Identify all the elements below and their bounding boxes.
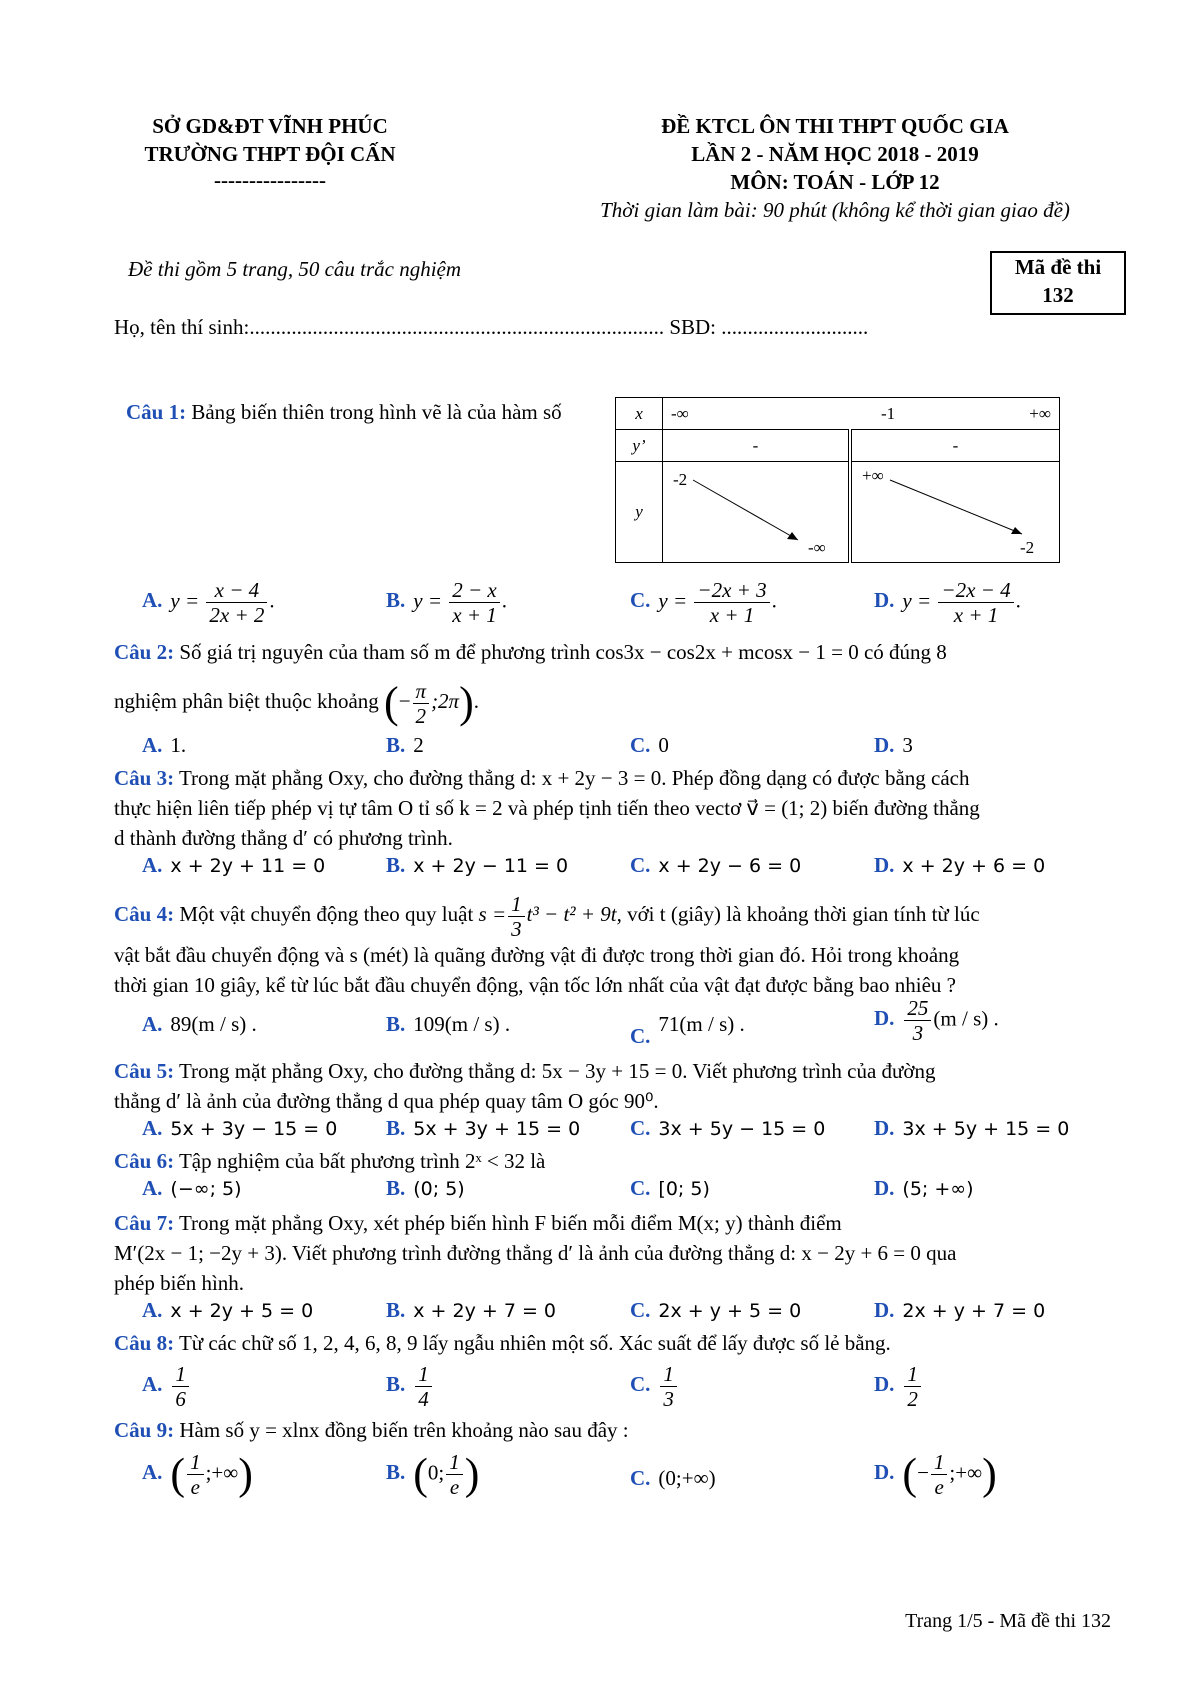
q6-option-b[interactable]	[386, 1176, 465, 1201]
question-3-line1: Trong mặt phẳng Oxy, cho đường thẳng d: x + 2y − 3 = 0. Phép đồng dạng có được bằng cách	[178, 766, 970, 790]
option-letter: C.	[630, 1466, 651, 1490]
open-paren: (	[902, 1449, 918, 1499]
question-5-line1: Trong mặt phẳng Oxy, cho đường thẳng d: 5x − 3y + 15 = 0. Viết phương trình của đường	[178, 1059, 936, 1083]
option-text: 3	[902, 733, 913, 757]
fraction-den: x + 1	[709, 603, 755, 627]
option-letter: C.	[630, 1176, 651, 1200]
option-letter: C.	[630, 853, 651, 877]
option-fraction	[694, 578, 769, 627]
fraction-num: 2 − x	[449, 578, 500, 603]
q5-option-b[interactable]	[386, 1116, 580, 1141]
fraction-den: 2	[415, 703, 427, 728]
option-fraction	[931, 1450, 948, 1499]
question-7-line2: M′(2x − 1; −2y + 3). Viết phương trình đường thẳng d′ là ảnh của đường thẳng d: x − 2y + 6 = 0 qua	[114, 1241, 957, 1265]
question-6	[114, 1146, 1106, 1176]
option-text: ;+∞	[949, 1460, 983, 1485]
option-letter: A.	[142, 1012, 163, 1036]
exam-code-label: Mã đề thi	[1014, 255, 1102, 279]
question-7-label: Câu 7:	[114, 1211, 175, 1235]
fraction-den: x + 1	[953, 603, 999, 627]
fraction-den: x + 1	[452, 603, 497, 627]
q3-option-d[interactable]	[874, 853, 1045, 878]
option-letter: A.	[142, 1116, 163, 1140]
option-letter: C.	[630, 1298, 651, 1322]
option-text: 3x + 5y − 15 = 0	[658, 1118, 826, 1140]
q8-option-c[interactable]	[630, 1362, 679, 1411]
fraction-num: 1	[187, 1450, 204, 1475]
question-8-label: Câu 8:	[114, 1331, 175, 1355]
option-text: 5x + 3y + 15 = 0	[413, 1118, 581, 1140]
option-lhs: y =	[658, 588, 688, 613]
question-7	[114, 1208, 1106, 1238]
option-lhs: y =	[902, 588, 932, 613]
option-text: 71(m / s) .	[658, 1012, 745, 1036]
fraction-den: 3	[511, 916, 522, 941]
option-text: x + 2y + 7 = 0	[413, 1300, 557, 1322]
q3-option-a[interactable]	[142, 853, 325, 878]
option-text: 109(m / s) .	[413, 1012, 511, 1036]
exam-info: Đề thi gồm 5 trang, 50 câu trắc nghiệm	[128, 257, 462, 281]
q6-option-a[interactable]	[142, 1176, 242, 1201]
q4-option-a[interactable]	[142, 1012, 257, 1037]
q4-option-d[interactable]	[874, 996, 999, 1045]
option-fraction	[446, 1450, 463, 1499]
option-letter: A.	[142, 1176, 163, 1200]
q9-option-c[interactable]	[630, 1466, 716, 1491]
option-text: 2x + y + 7 = 0	[902, 1300, 1046, 1322]
fraction-num: 1	[172, 1362, 189, 1387]
table-yprime-label: y’	[616, 430, 663, 462]
y-value-end-right: -2	[1020, 538, 1035, 558]
y-row-left	[663, 462, 851, 563]
option-lhs: y =	[170, 588, 200, 613]
exam-duration: Thời gian làm bài: 90 phút (không kể thời gian giao đề)	[600, 198, 1070, 222]
option-text: x + 2y − 11 = 0	[413, 855, 569, 877]
fraction-den: 6	[175, 1387, 186, 1411]
q6-option-c[interactable]	[630, 1176, 710, 1201]
fraction-num: 1	[660, 1362, 677, 1387]
option-text: (−∞; 5)	[170, 1178, 242, 1200]
interval-rest: ;2π	[431, 689, 460, 713]
option-letter: A.	[142, 1372, 163, 1397]
fraction-den: 2x + 2	[209, 603, 265, 627]
question-3-label: Câu 3:	[114, 766, 175, 790]
option-text: 0;	[427, 1460, 445, 1485]
q5-option-d[interactable]	[874, 1116, 1069, 1141]
q1-option-d[interactable]: D. y = $\frac{-2x - 4}{x + 1}$ .	[874, 578, 1021, 627]
option-letter: D.	[874, 1176, 895, 1200]
question-5-label: Câu 5:	[114, 1059, 175, 1083]
question-1-label: Câu 1:	[126, 400, 187, 424]
q4-option-c[interactable]	[630, 1012, 745, 1048]
option-text: ;+∞	[205, 1460, 239, 1485]
q7-option-a[interactable]	[142, 1298, 313, 1323]
option-letter: C.	[630, 1372, 651, 1397]
fraction-num: −2x − 4	[938, 578, 1013, 603]
table-x-row	[663, 398, 1060, 430]
option-text: (5; +∞)	[902, 1178, 974, 1200]
q2-option-a[interactable]	[142, 733, 186, 758]
question-4-line1a: Một vật chuyển động theo quy luật	[179, 902, 474, 926]
fraction-den: e	[190, 1475, 200, 1499]
question-4-label: Câu 4:	[114, 902, 175, 926]
option-letter: D.	[874, 1116, 895, 1140]
option-text: (m / s) .	[933, 1006, 999, 1031]
question-9-text: Hàm số y = xlnx đồng biến trên khoảng nào sau đây :	[179, 1418, 629, 1442]
motion-eq-lhs: s =	[478, 902, 507, 926]
open-paren: (	[384, 678, 399, 728]
question-4-line1b: với t (giây) là khoảng thời gian tính từ lúc	[627, 902, 980, 926]
q1-option-a[interactable]: A. y = $\frac{x - 4}{2x + 2}$ .	[142, 578, 275, 627]
q7-option-d[interactable]	[874, 1298, 1045, 1323]
table-y-label: y	[616, 462, 663, 563]
option-text: 89(m / s) .	[170, 1012, 257, 1036]
interval-fraction	[413, 679, 430, 728]
exam-round: LẦN 2 - NĂM HỌC 2018 - 2019	[691, 142, 979, 166]
option-text: (0;+∞)	[658, 1466, 716, 1490]
question-1	[126, 398, 566, 426]
q2-option-c[interactable]	[630, 733, 669, 758]
option-fraction	[904, 1362, 921, 1411]
fraction-num: 25	[904, 996, 931, 1021]
fraction-den: 3	[912, 1021, 924, 1045]
question-2-text2: nghiệm phân biệt thuộc khoảng	[114, 689, 379, 713]
option-text: x + 2y − 6 = 0	[658, 855, 802, 877]
x-value-pos-inf: +∞	[1029, 404, 1051, 423]
question-1-text: Bảng biến thiên trong hình vẽ là của hàm số	[191, 400, 562, 424]
question-2	[114, 637, 1106, 667]
option-text: 1.	[170, 733, 187, 757]
y-value-start-left: -2	[673, 470, 688, 490]
q9-option-d[interactable]	[874, 1450, 997, 1499]
yprime-sign-left: -	[663, 430, 851, 462]
question-4	[114, 890, 1106, 941]
option-text: (0; 5)	[413, 1178, 465, 1200]
option-letter: A.	[142, 1460, 163, 1485]
open-paren: (	[170, 1449, 186, 1499]
exam-title: ĐỀ KTCL ÔN THI THPT QUỐC GIA	[661, 114, 1009, 138]
close-paren: )	[464, 1449, 480, 1499]
fraction-num: 1	[415, 1362, 432, 1387]
close-paren: )	[459, 678, 474, 728]
q1-option-c[interactable]: C. y = $\frac{-2x + 3}{x + 1}$ .	[630, 578, 777, 627]
fraction-den: 3	[663, 1387, 674, 1411]
question-7-line1: Trong mặt phẳng Oxy, xét phép biến hình F biến mỗi điểm M(x; y) thành điểm	[178, 1211, 842, 1235]
option-letter: B.	[386, 853, 406, 877]
question-2-label: Câu 2:	[114, 640, 175, 664]
q1-option-b[interactable]: B. y = $\frac{2 - x}{x + 1}$ .	[386, 578, 508, 627]
exam-code-value: 132	[1042, 283, 1074, 307]
q8-option-a[interactable]	[142, 1362, 191, 1411]
option-letter: D.	[874, 1372, 895, 1397]
question-5	[114, 1056, 1106, 1086]
option-letter: D.	[874, 733, 895, 757]
fraction-den: 2	[907, 1387, 918, 1411]
y-value-start-right: +∞	[862, 466, 884, 486]
option-text: 0	[658, 733, 669, 757]
option-letter: B.	[386, 1372, 406, 1397]
option-letter: B.	[386, 1012, 406, 1036]
close-paren: )	[238, 1449, 253, 1499]
variation-table	[615, 397, 1060, 563]
option-letter: B.	[386, 1116, 406, 1140]
question-9-label: Câu 9:	[114, 1418, 175, 1442]
option-text: 3x + 5y + 15 = 0	[902, 1118, 1070, 1140]
motion-eq-fraction	[508, 892, 525, 941]
option-fraction	[449, 578, 500, 627]
option-letter: A.	[142, 1298, 163, 1322]
option-letter: C.	[630, 1116, 651, 1140]
question-4-line2: vật bắt đầu chuyển động và s (mét) là quãng đường vật đi được trong thời gian đó. Hỏi trong khoảng	[114, 943, 960, 967]
option-letter: B.	[386, 1176, 406, 1200]
option-text: 2x + y + 5 = 0	[658, 1300, 802, 1322]
option-text: 2	[413, 733, 424, 757]
option-letter: C.	[630, 588, 651, 613]
q2-option-d[interactable]	[874, 733, 913, 758]
open-paren: (	[413, 1449, 428, 1499]
x-value-minus-one: -1	[881, 404, 896, 423]
question-9	[114, 1415, 1106, 1445]
question-4-line3: thời gian 10 giây, kể từ lúc bắt đầu chuyển động, vận tốc lớn nhất của vật đạt được bằng bao nhiêu ?	[114, 973, 956, 997]
option-fraction	[938, 578, 1013, 627]
q4-option-b[interactable]	[386, 1012, 510, 1037]
question-7-line3: phép biến hình.	[114, 1271, 245, 1295]
question-6-text: Tập nghiệm của bất phương trình 2ˣ < 32 là	[178, 1149, 546, 1173]
table-x-label: x	[616, 398, 663, 430]
fraction-num: π	[413, 679, 430, 704]
fraction-num: x − 4	[206, 578, 267, 603]
option-text: x + 2y + 11 = 0	[170, 855, 326, 877]
q6-option-d[interactable]	[874, 1176, 974, 1201]
option-fraction	[415, 1362, 432, 1411]
q7-option-c[interactable]	[630, 1298, 801, 1323]
header-divider: ----------------	[214, 168, 326, 192]
question-2-text: Số giá trị nguyên của tham số m để phương trình cos3x − cos2x + mcosx − 1 = 0 có đúng 8	[179, 640, 947, 664]
q3-option-b[interactable]	[386, 853, 568, 878]
yprime-sign-right: -	[850, 430, 1060, 462]
fraction-num: 1	[508, 892, 525, 917]
minus-sign: −	[398, 689, 411, 713]
option-text: x + 2y + 5 = 0	[170, 1300, 314, 1322]
school-name: TRƯỜNG THPT ĐỘI CẤN	[144, 142, 396, 166]
fraction-num: −2x + 3	[694, 578, 769, 603]
q7-option-b[interactable]	[386, 1298, 556, 1323]
option-letter: D.	[874, 588, 895, 613]
option-letter: B.	[386, 733, 406, 757]
fraction-num: 1	[904, 1362, 921, 1387]
option-fraction	[206, 578, 267, 627]
y-row-right	[850, 462, 1060, 563]
option-letter: A.	[142, 588, 163, 613]
question-5-line2: thẳng d′ là ảnh của đường thẳng d qua phép quay tâm O góc 90⁰.	[114, 1089, 659, 1113]
question-6-label: Câu 6:	[114, 1149, 175, 1173]
option-fraction	[172, 1362, 189, 1411]
option-letter: C.	[630, 733, 651, 757]
q8-option-b[interactable]	[386, 1362, 434, 1411]
q5-option-a[interactable]	[142, 1116, 337, 1141]
exam-code-box	[990, 251, 1126, 315]
q9-option-b[interactable]	[386, 1450, 479, 1499]
question-2-line2: nghiệm phân biệt thuộc khoảng (− $\frac{\pi}{2}$ ;2π).	[114, 678, 479, 728]
option-fraction	[187, 1450, 204, 1499]
fraction-den: e	[449, 1475, 460, 1499]
option-text: −	[917, 1460, 929, 1485]
option-letter: D.	[874, 1460, 895, 1485]
q9-option-a[interactable]	[142, 1450, 253, 1499]
option-letter: A.	[142, 733, 163, 757]
q8-option-d[interactable]	[874, 1362, 923, 1411]
question-3-line2: thực hiện liên tiếp phép vị tự tâm O tỉ số k = 2 và phép tịnh tiến theo vectơ v⃗ = (1; 2) biến đường thẳng	[114, 796, 980, 820]
fraction-num: 1	[931, 1450, 948, 1475]
y-value-end-left: -∞	[808, 538, 826, 558]
q5-option-c[interactable]	[630, 1116, 825, 1141]
candidate-line: Họ, tên thí sinh:............................................................................... SBD: ............................	[114, 315, 869, 339]
option-letter: C.	[630, 1024, 651, 1048]
q2-option-b[interactable]	[386, 733, 424, 758]
exam-subject: MÔN: TOÁN - LỚP 12	[730, 170, 940, 194]
option-fraction	[904, 996, 931, 1045]
option-letter: D.	[874, 1298, 895, 1322]
option-letter: B.	[386, 588, 406, 613]
option-text: 5x + 3y − 15 = 0	[170, 1118, 338, 1140]
question-8	[114, 1328, 1106, 1358]
option-letter: B.	[386, 1298, 406, 1322]
page-footer: Trang 1/5 - Mã đề thi 132	[905, 1610, 1111, 1632]
fraction-den: 4	[418, 1387, 429, 1411]
option-lhs: y =	[413, 588, 443, 613]
question-3	[114, 763, 1106, 793]
q3-option-c[interactable]	[630, 853, 801, 878]
x-value-neg-inf: -∞	[671, 404, 689, 423]
option-letter: D.	[874, 853, 895, 877]
option-text: [0; 5)	[658, 1178, 710, 1200]
option-text: x + 2y + 6 = 0	[902, 855, 1046, 877]
question-3-line3: d thành đường thẳng d′ có phương trình.	[114, 826, 453, 850]
option-letter: A.	[142, 853, 163, 877]
motion-eq-rest: t³ − t² + 9t,	[526, 902, 622, 926]
option-letter: D.	[874, 1006, 895, 1031]
fraction-num: 1	[446, 1450, 463, 1475]
fraction-den: e	[934, 1475, 944, 1499]
school-department: SỞ GD&ĐT VĨNH PHÚC	[152, 114, 388, 138]
option-letter: B.	[386, 1460, 406, 1485]
option-fraction	[660, 1362, 677, 1411]
question-8-text: Từ các chữ số 1, 2, 4, 6, 8, 9 lấy ngẫu nhiên một số. Xác suất để lấy được số lẻ bằng.	[178, 1331, 891, 1355]
close-paren: )	[982, 1449, 997, 1499]
